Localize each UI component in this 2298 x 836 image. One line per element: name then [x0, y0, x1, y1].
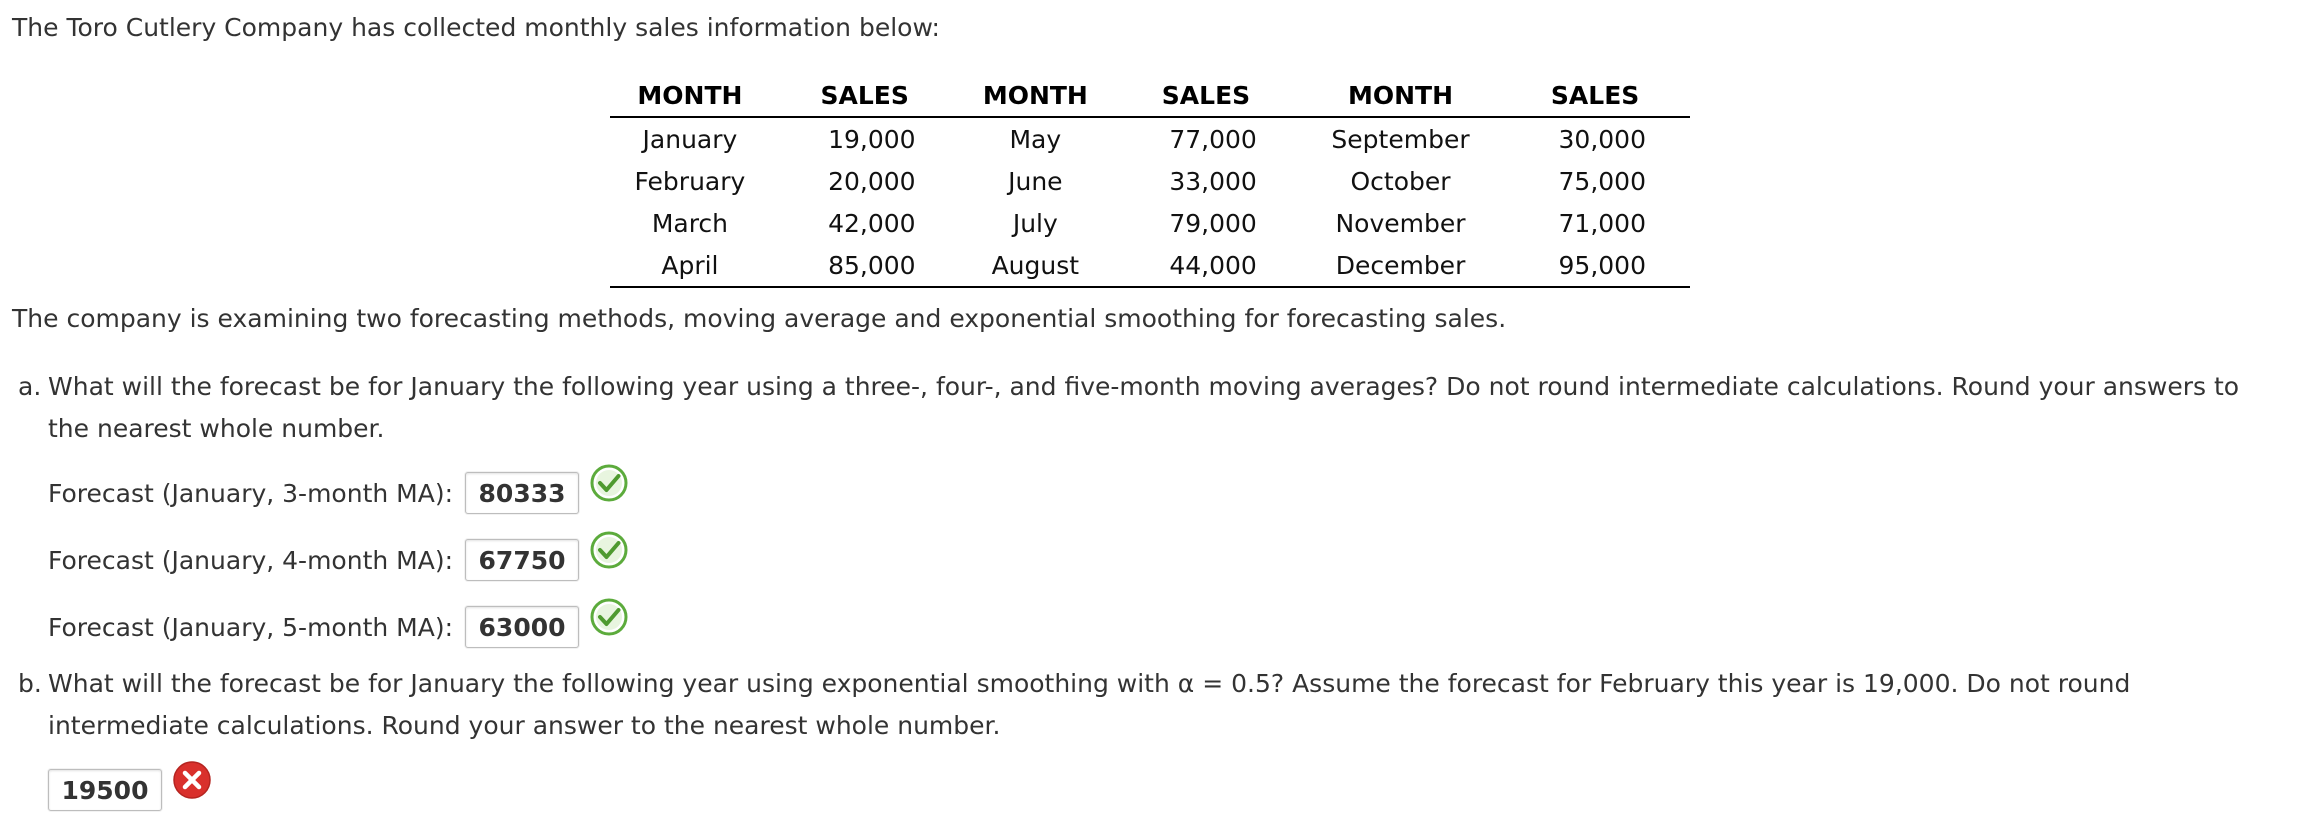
question-b-label: b.: [18, 669, 42, 698]
header-month-1: MONTH: [610, 74, 770, 117]
answer-row-5-month: [48, 605, 629, 649]
check-icon: [589, 597, 629, 637]
question-b-text: What will the forecast be for January the following year using exponential smoothing with α = 0.5? Assume the forecast for February this year is 19,000. Do not round intermediate calculations. Round your answer to the nearest whole number.: [48, 669, 2131, 740]
table-cell: 85,000: [770, 244, 960, 287]
table-cell: November: [1335, 208, 1466, 238]
table-cell: 79,000: [1169, 208, 1257, 238]
table-cell: October: [1350, 166, 1451, 196]
table-cell: 75,000: [1558, 166, 1646, 196]
table-row: [610, 244, 1690, 287]
answer-input-4-month[interactable]: 67750: [465, 539, 579, 581]
table-cell: January: [642, 124, 738, 154]
answer-label-5-month: Forecast (January, 5-month MA):: [48, 612, 454, 642]
table-cell: April: [610, 244, 770, 287]
answer-label-4-month: Forecast (January, 4-month MA):: [48, 545, 454, 575]
question-a-label: a.: [18, 372, 42, 401]
x-icon: [172, 760, 212, 800]
table-row: [610, 160, 1690, 202]
table-cell: 77,000: [1169, 124, 1257, 154]
intro-text: The Toro Cutlery Company has collected monthly sales information below:: [12, 13, 940, 42]
sales-table: [610, 74, 1690, 288]
table-cell: 44,000: [1111, 244, 1301, 287]
table-cell: September: [1331, 124, 1470, 154]
table-cell: March: [651, 208, 729, 238]
table-cell: August: [960, 244, 1112, 287]
answer-row-3-month: [48, 471, 629, 515]
table-cell: 71,000: [1558, 208, 1646, 238]
answer-input-5-month[interactable]: 63000: [465, 606, 579, 648]
table-cell: May: [1009, 124, 1062, 154]
table-row: [610, 117, 1690, 160]
table-cell: 42,000: [828, 208, 916, 238]
table-cell: December: [1301, 244, 1500, 287]
methods-paragraph: The company is examining two forecasting methods, moving average and exponential smoothing for forecasting sales.: [12, 304, 1507, 333]
answer-row-exponential: [48, 768, 212, 812]
table-row: [610, 202, 1690, 244]
table-header-row: [610, 74, 1690, 117]
header-sales-2: SALES: [1111, 74, 1301, 117]
table-cell: July: [1012, 208, 1058, 238]
table-cell: 20,000: [828, 166, 916, 196]
header-month-3: MONTH: [1301, 74, 1500, 117]
check-icon: [589, 463, 629, 503]
answer-label-3-month: Forecast (January, 3-month MA):: [48, 478, 454, 508]
question-a-text: What will the forecast be for January the following year using a three-, four-, and five-month moving averages? Do not round intermediate calculations. Round your answers to the nearest whole number.: [48, 372, 2240, 443]
table-cell: June: [1008, 166, 1063, 196]
check-icon: [589, 530, 629, 570]
header-month-2: MONTH: [960, 74, 1112, 117]
header-sales-1: SALES: [770, 74, 960, 117]
table-cell: 19,000: [828, 124, 916, 154]
header-sales-3: SALES: [1500, 74, 1690, 117]
table-cell: 33,000: [1169, 166, 1257, 196]
answer-input-3-month[interactable]: 80333: [465, 472, 579, 514]
table-cell: February: [634, 166, 746, 196]
table-cell: 95,000: [1500, 244, 1690, 287]
answer-input-exponential[interactable]: 19500: [48, 769, 162, 811]
question-a: [18, 366, 2268, 450]
answer-row-4-month: [48, 538, 629, 582]
question-b: [18, 663, 2268, 747]
table-cell: 30,000: [1558, 124, 1646, 154]
